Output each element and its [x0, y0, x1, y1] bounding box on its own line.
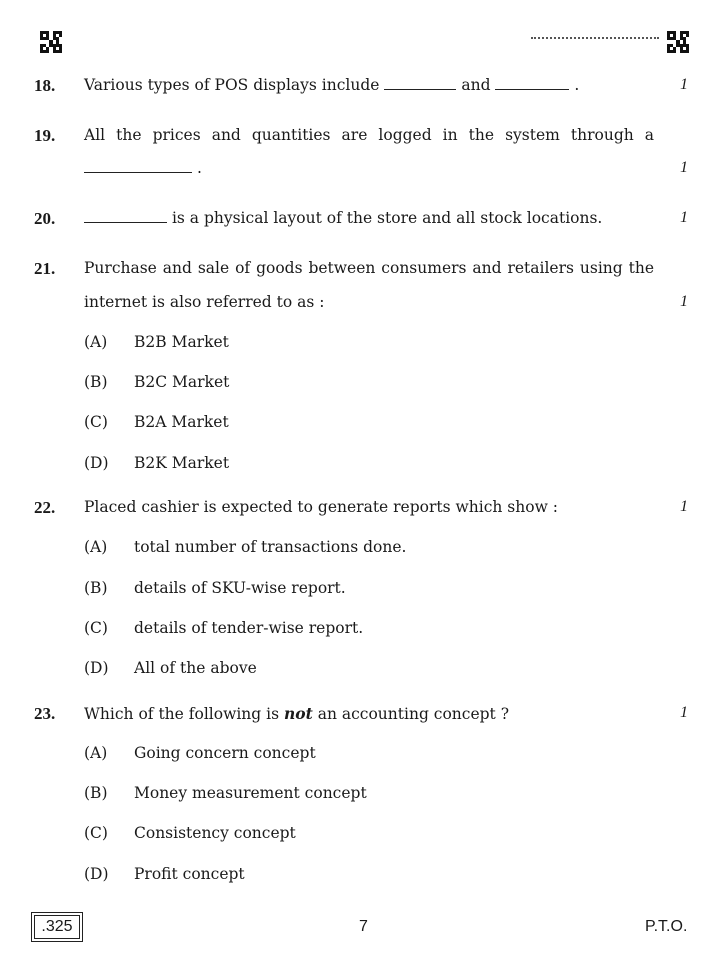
option-label: (D)	[84, 659, 109, 677]
option-label: (C)	[84, 824, 108, 842]
option-label: (C)	[84, 619, 108, 637]
paper-code: .325	[34, 915, 80, 939]
answer-blank	[495, 77, 569, 90]
option-label: (D)	[84, 454, 109, 472]
question-number: 18.	[34, 76, 56, 95]
marks: 1	[680, 209, 688, 226]
question-number: 21.	[34, 259, 56, 278]
option-label: (A)	[84, 538, 108, 556]
answer-blank	[84, 210, 167, 223]
option-text: All of the above	[134, 659, 257, 677]
option-text: Profit concept	[134, 865, 245, 883]
option-label: (B)	[84, 784, 108, 802]
question-text-continued: internet is also referred to as :	[84, 293, 325, 311]
pto-label: P.T.O.	[645, 918, 688, 935]
question-number: 19.	[34, 126, 56, 145]
option-text: Money measurement concept	[134, 784, 367, 802]
qr-code-icon	[40, 31, 62, 53]
option-text: B2C Market	[134, 373, 230, 391]
question-number: 23.	[34, 704, 56, 723]
marks: 1	[680, 704, 688, 721]
question-number: 22.	[34, 498, 56, 517]
option-text: Consistency concept	[134, 824, 296, 842]
question-text: Purchase and sale of goods between consumers and retailers using the	[84, 259, 654, 277]
option-text: total number of transactions done.	[134, 538, 407, 556]
marks: 1	[680, 498, 688, 515]
question-text: Various types of POS displays include and .	[84, 76, 580, 94]
question-text: All the prices and quantities are logged in the system through a	[84, 126, 654, 144]
page-number: 7	[359, 918, 368, 935]
option-label: (C)	[84, 413, 108, 431]
option-label: (A)	[84, 744, 108, 762]
question-number: 20.	[34, 209, 56, 228]
answer-blank	[84, 160, 192, 173]
emphasis-not: not	[284, 704, 313, 723]
answer-blank	[384, 77, 456, 90]
option-text: details of tender-wise report.	[134, 619, 364, 637]
option-text: B2A Market	[134, 413, 229, 431]
marks: 1	[680, 159, 688, 176]
option-label: (B)	[84, 373, 108, 391]
option-text: B2B Market	[134, 333, 229, 351]
option-label: (B)	[84, 579, 108, 597]
question-text: Which of the following is not an accounting concept ?	[84, 704, 510, 723]
marks: 1	[680, 76, 688, 93]
marks: 1	[680, 293, 688, 310]
qr-code-icon	[667, 31, 689, 53]
option-label: (D)	[84, 865, 109, 883]
question-text-continued: .	[84, 159, 654, 177]
option-text: details of SKU-wise report.	[134, 579, 346, 597]
option-label: (A)	[84, 333, 108, 351]
question-text: is a physical layout of the store and all stock locations.	[84, 209, 654, 227]
option-text: Going concern concept	[134, 744, 316, 762]
option-text: B2K Market	[134, 454, 230, 472]
dotted-marker-line	[531, 37, 659, 39]
question-text: Placed cashier is expected to generate reports which show :	[84, 498, 558, 516]
